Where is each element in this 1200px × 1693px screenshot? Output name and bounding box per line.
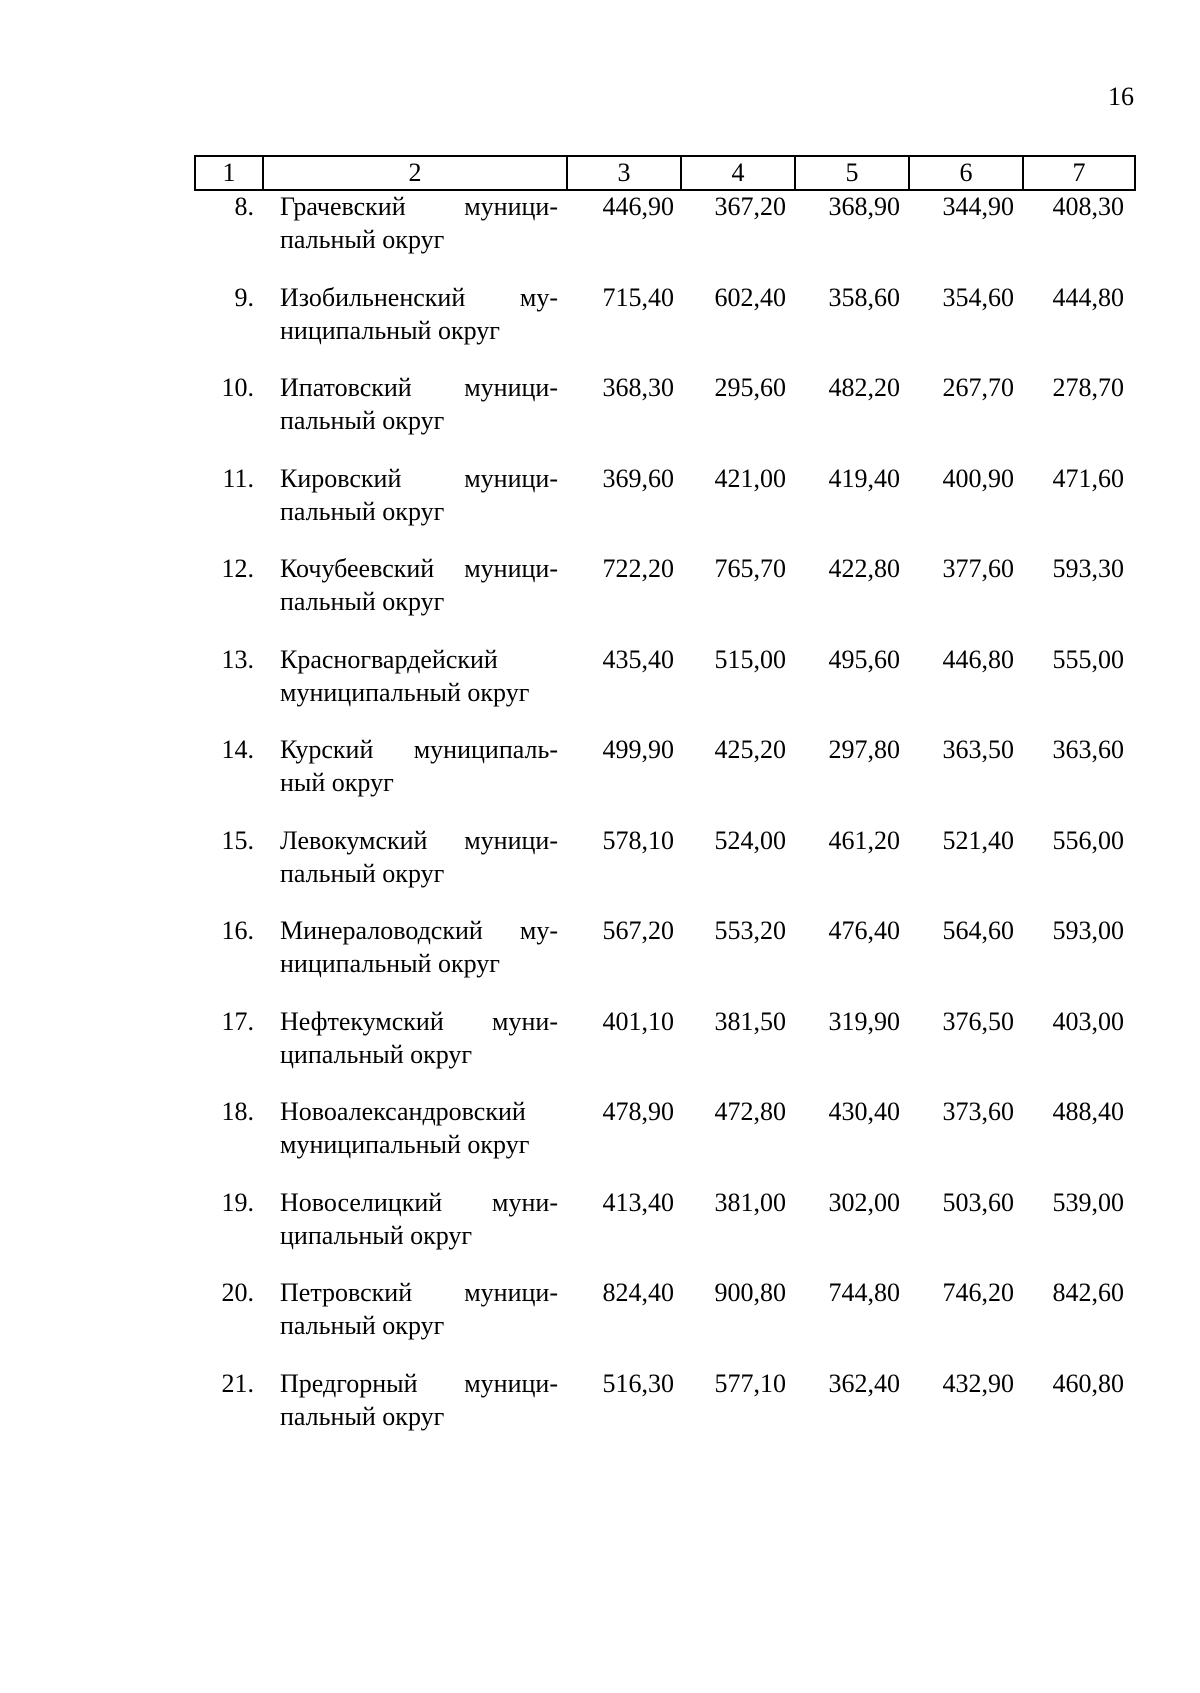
value-col-4: 421,00: [714, 463, 786, 493]
value-col-3: 715,40: [602, 282, 674, 312]
table-row: [194, 552, 1134, 632]
row-number: 19.: [221, 1187, 254, 1217]
district-name: [280, 1186, 558, 1252]
district-name-line: Новоселицкий муни-: [280, 1187, 558, 1217]
district-name-line: Ипатовский муници-: [280, 373, 558, 402]
value-col-3: 567,20: [602, 916, 674, 945]
value-col-6: 376,50: [942, 1006, 1014, 1036]
district-name-line: муниципальный округ: [280, 677, 530, 707]
district-name-line: Кочубеевский муници-: [280, 554, 558, 583]
value-col-5: 422,80: [828, 554, 900, 583]
row-number: 18.: [221, 1097, 254, 1126]
header-cell: 5: [795, 156, 909, 190]
header-cell: 6: [909, 156, 1023, 190]
district-name-line: Кировский муници-: [280, 463, 558, 493]
value-col-3: 401,10: [602, 1006, 674, 1036]
value-col-5: 482,20: [828, 373, 900, 402]
district-name-line: Курский муниципаль-: [280, 735, 558, 764]
row-number: 15.: [221, 825, 254, 855]
page-number: 16: [1108, 82, 1134, 111]
value-col-3: 478,90: [602, 1097, 674, 1126]
value-col-6: 432,90: [942, 1368, 1014, 1398]
value-col-5: 358,60: [828, 282, 900, 312]
value-col-3: 435,40: [602, 644, 674, 674]
value-col-3: 368,30: [602, 373, 674, 402]
district-name: [280, 1005, 558, 1071]
value-col-6: 354,60: [942, 282, 1014, 312]
value-col-5: 302,00: [828, 1187, 900, 1217]
row-number: 21.: [221, 1368, 254, 1398]
row-number: 14.: [221, 735, 254, 764]
table-row: [194, 824, 1134, 904]
value-col-4: 577,10: [714, 1368, 786, 1398]
value-col-6: 564,60: [942, 916, 1014, 945]
value-col-5: 319,90: [828, 1006, 900, 1036]
district-name: [280, 643, 558, 709]
row-number: 12.: [221, 554, 254, 583]
table-row: [194, 1276, 1134, 1356]
row-number: 10.: [221, 373, 254, 402]
district-name: [280, 1276, 558, 1342]
value-col-3: 499,90: [602, 735, 674, 764]
value-col-4: 381,00: [714, 1187, 786, 1217]
district-name: [280, 552, 558, 618]
row-number: 9.: [234, 282, 254, 312]
district-name: [280, 1095, 558, 1161]
district-name-line: пальный округ: [280, 496, 445, 526]
district-name-line: ный округ: [280, 768, 394, 797]
value-col-5: 297,80: [828, 735, 900, 764]
value-col-5: 419,40: [828, 463, 900, 493]
table-row: [194, 462, 1134, 542]
value-col-4: 367,20: [714, 192, 786, 221]
value-col-7: 842,60: [1052, 1278, 1124, 1307]
row-number: 8.: [234, 192, 254, 221]
district-name: [280, 190, 558, 256]
value-col-7: 444,80: [1052, 282, 1124, 312]
district-name-line: Новоалександровский: [280, 1097, 526, 1126]
value-col-3: 722,20: [602, 554, 674, 583]
table-row: [194, 281, 1134, 361]
district-name-line: Петровский муници-: [280, 1278, 558, 1307]
district-name-line: пальный округ: [280, 1401, 445, 1431]
value-col-3: 369,60: [602, 463, 674, 493]
header-cell: 7: [1023, 156, 1135, 190]
value-col-7: 408,30: [1052, 192, 1124, 221]
district-name-line: Красногвардейский: [280, 644, 498, 674]
value-col-7: 555,00: [1052, 644, 1124, 674]
district-name-line: Нефтекумский муни-: [280, 1006, 558, 1036]
value-col-7: 363,60: [1052, 735, 1124, 764]
value-col-6: 267,70: [942, 373, 1014, 402]
row-number: 11.: [222, 463, 254, 493]
value-col-5: 495,60: [828, 644, 900, 674]
value-col-3: 578,10: [602, 825, 674, 855]
district-name-line: ципальный округ: [280, 1220, 473, 1250]
district-name-line: Левокумский муници-: [280, 825, 558, 855]
value-col-5: 430,40: [828, 1097, 900, 1126]
district-name: [280, 733, 558, 799]
table-row: [194, 914, 1134, 994]
value-col-4: 295,60: [714, 373, 786, 402]
district-name: [280, 371, 558, 437]
value-col-7: 488,40: [1052, 1097, 1124, 1126]
district-name-line: пальный округ: [280, 225, 445, 254]
district-name-line: Минераловодский му-: [280, 916, 558, 945]
header-row: [195, 156, 1135, 190]
value-col-6: 363,50: [942, 735, 1014, 764]
value-col-7: 460,80: [1052, 1368, 1124, 1398]
row-number: 20.: [221, 1278, 254, 1307]
value-col-7: 593,30: [1052, 554, 1124, 583]
value-col-6: 344,90: [942, 192, 1014, 221]
header-cell: 3: [567, 156, 681, 190]
value-col-6: 746,20: [942, 1278, 1014, 1307]
district-name-line: ципальный округ: [280, 1039, 473, 1069]
value-col-6: 373,60: [942, 1097, 1014, 1126]
row-number: 17.: [221, 1006, 254, 1036]
table-row: [194, 733, 1134, 813]
district-name-line: Предгорный муници-: [280, 1368, 558, 1398]
value-col-4: 381,50: [714, 1006, 786, 1036]
value-col-5: 476,40: [828, 916, 900, 945]
header-cell: 1: [195, 156, 263, 190]
value-col-5: 362,40: [828, 1368, 900, 1398]
value-col-6: 521,40: [942, 825, 1014, 855]
district-name-line: Грачевский муници-: [280, 192, 558, 221]
header-cell: 2: [263, 156, 567, 190]
district-name: [280, 914, 558, 980]
district-name-line: пальный округ: [280, 858, 445, 888]
value-col-4: 900,80: [714, 1278, 786, 1307]
value-col-7: 278,70: [1052, 373, 1124, 402]
district-name: [280, 462, 558, 528]
row-number: 13.: [221, 644, 254, 674]
column-number-header: [194, 155, 1136, 191]
value-col-6: 446,80: [942, 644, 1014, 674]
district-name: [280, 281, 558, 347]
value-col-5: 744,80: [828, 1278, 900, 1307]
value-col-4: 472,80: [714, 1097, 786, 1126]
table-row: [194, 1367, 1134, 1447]
district-name-line: пальный округ: [280, 587, 445, 616]
table-row: [194, 190, 1134, 270]
value-col-4: 553,20: [714, 916, 786, 945]
district-name-line: ниципальный округ: [280, 315, 500, 345]
district-name-line: пальный округ: [280, 406, 445, 435]
value-col-7: 556,00: [1052, 825, 1124, 855]
table-row: [194, 643, 1134, 723]
district-name-line: ниципальный округ: [280, 949, 500, 978]
value-col-4: 425,20: [714, 735, 786, 764]
value-col-3: 824,40: [602, 1278, 674, 1307]
value-col-4: 524,00: [714, 825, 786, 855]
value-col-7: 593,00: [1052, 916, 1124, 945]
value-col-4: 602,40: [714, 282, 786, 312]
table-row: [194, 1005, 1134, 1085]
value-col-7: 539,00: [1052, 1187, 1124, 1217]
row-number: 16.: [221, 916, 254, 945]
value-col-6: 400,90: [942, 463, 1014, 493]
value-col-3: 413,40: [602, 1187, 674, 1217]
table-row: [194, 1095, 1134, 1175]
value-col-7: 403,00: [1052, 1006, 1124, 1036]
value-col-3: 446,90: [602, 192, 674, 221]
district-name-line: Изобильненский му-: [280, 282, 558, 312]
value-col-5: 368,90: [828, 192, 900, 221]
value-col-5: 461,20: [828, 825, 900, 855]
value-col-7: 471,60: [1052, 463, 1124, 493]
district-name-line: пальный округ: [280, 1311, 445, 1340]
value-col-4: 515,00: [714, 644, 786, 674]
district-name: [280, 824, 558, 890]
value-col-3: 516,30: [602, 1368, 674, 1398]
table-row: [194, 1186, 1134, 1266]
value-col-4: 765,70: [714, 554, 786, 583]
value-col-6: 503,60: [942, 1187, 1014, 1217]
header-cell: 4: [681, 156, 795, 190]
table-row: [194, 371, 1134, 451]
district-name-line: муниципальный округ: [280, 1130, 530, 1159]
district-name: [280, 1367, 558, 1433]
value-col-6: 377,60: [942, 554, 1014, 583]
